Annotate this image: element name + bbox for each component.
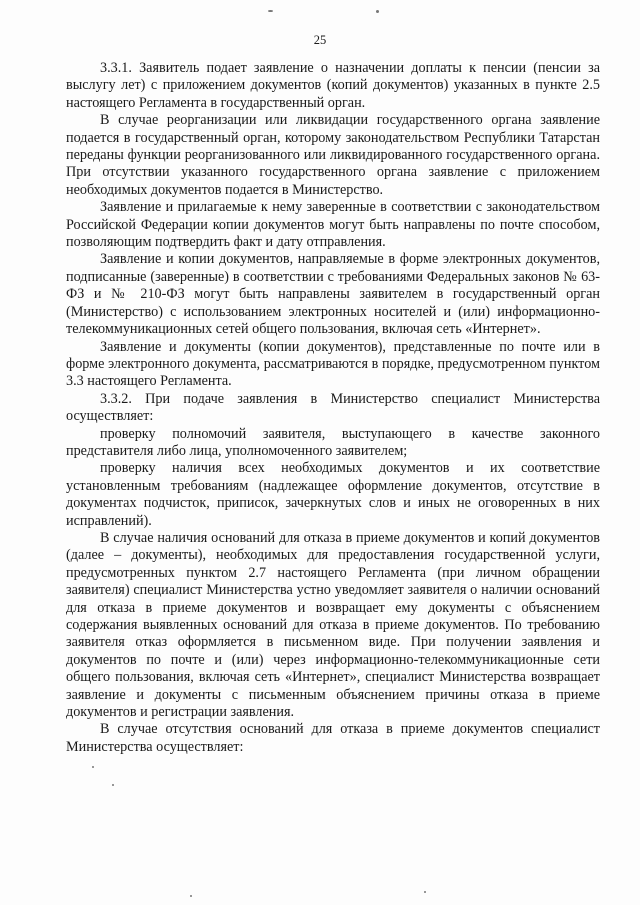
- scan-speck: [268, 10, 273, 12]
- paragraph: В случае реорганизации или ликвидации государственного органа заявление подается в государственный орган, которому законодательством Республики Татарстан переданы функции реорганизованного или ликвидированного государственного органа. При отсутствии указанного государственного органа заявление с приложением необходимых документов подается в Министерство.: [66, 112, 600, 198]
- paragraph: В случае отсутствия оснований для отказа в приеме документов специалист Министерства осуществляет:: [66, 721, 600, 755]
- page-number: 25: [313, 33, 327, 47]
- paragraph: Заявление и копии документов, направляемые в форме электронных документов, подписанные (заверенные) в соответствии с требованиями Федеральных законов № 63-ФЗ и № 210-ФЗ могут быть направлены заявителем в государственный орган (Министерство) с использованием электронных носителей и (или) информационно-телекоммуникационных сетей общего пользования, включая сеть «Интернет».: [66, 251, 600, 338]
- paragraph: Заявление и документы (копии документов), представленные по почте или в форме электронного документа, рассматриваются в порядке, предусмотренном пунктом 3.3 настоящего Регламента.: [66, 338, 600, 390]
- paragraph: проверку наличия всех необходимых документов и их соответствие установленным требованиям (надлежащее оформление документов, отсутствие в документах подчисток, приписок, зачеркнутых слов и иных не оговоренных в них исправлений).: [66, 460, 600, 529]
- paragraph: Заявление и прилагаемые к нему заверенные в соответствии с законодательством Российской Федерации копии документов могут быть направлены по почте способом, позволяющим подтвердить факт и дату отправления.: [66, 199, 600, 251]
- paragraph: В случае наличия оснований для отказа в приеме документов и копий документов (далее – документы), необходимых для предоставления государственной услуги, предусмотренных пунктом 2.7 настоящего Регламента (при личном обращении заявителя) специалист Министерства устно уведомляет заявителя о наличии оснований для отказа в приеме документов и возвращает ему документы с объяснением содержания выявленных оснований для отказа в приеме документов. По требованию заявителя отказ оформляется в письменном виде. При получении заявления и документов по почте и (или) через информационно-телекоммуникационные сети общего пользования, включая сеть «Интернет», специалист Министерства возвращает заявление и документы с письменным объяснением причины отказа в приеме документов и регистрации заявления.: [66, 529, 600, 721]
- scan-speck: [376, 10, 379, 13]
- document-body: [66, 60, 600, 756]
- paragraph: 3.3.2. При подаче заявления в Министерство специалист Министерства осуществляет:: [66, 390, 600, 425]
- scan-speck: [92, 766, 94, 768]
- scan-speck: [112, 784, 114, 786]
- paragraph: проверку полномочий заявителя, выступающего в качестве законного представителя либо лица, уполномоченного заявителем;: [66, 425, 600, 459]
- paragraph: 3.3.1. Заявитель подает заявление о назначении доплаты к пенсии (пенсии за выслугу лет) с приложением документов (копий документов) указанных в пункте 2.5 настоящего Регламента в государственный орган.: [66, 60, 600, 111]
- scan-speck: [424, 891, 426, 893]
- scan-speck: [190, 895, 192, 897]
